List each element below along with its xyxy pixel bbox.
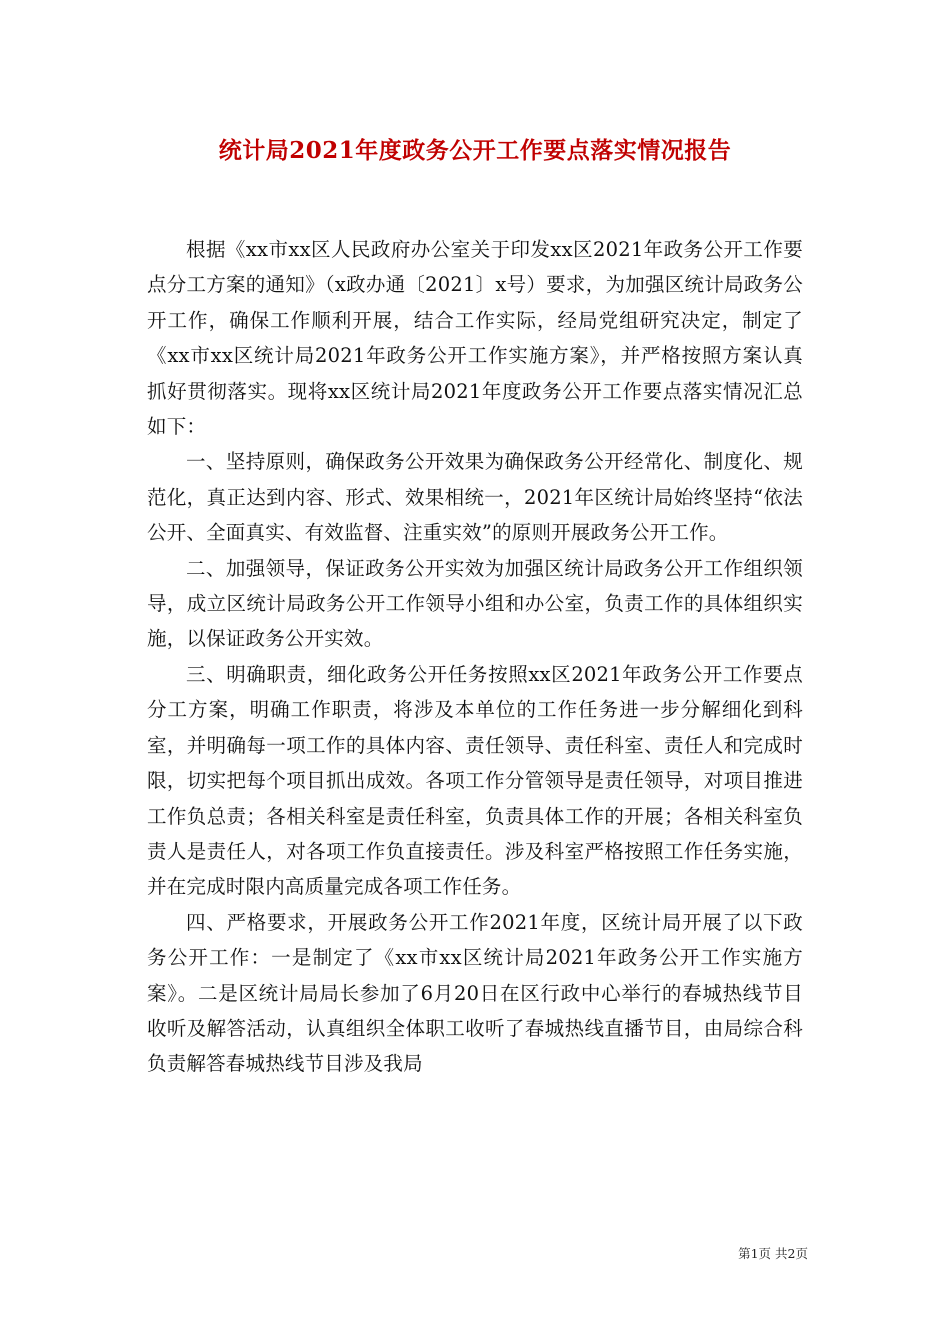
paragraph-intro: 根据《xx市xx区人民政府办公室关于印发xx区2021年政务公开工作要点分工方案的通知》（x政办通〔2021〕x号）要求，为加强区统计局政务公开工作，确保工作顺利开展，结合工作实际，经局党组研究决定，制定了《xx市xx区统计局2021年政务公开工作实施方案》，并严格按照方案认真抓好贯彻落实。现将xx区统计局2021年度政务公开工作要点落实情况汇总如下： (147, 238, 803, 439)
document-body (147, 232, 803, 1082)
paragraph-section-4: 四、严格要求，开展政务公开工作2021年度，区统计局开展了以下政务公开工作：一是制定了《xx市xx区统计局2021年政务公开工作实施方案》。二是区统计局局长参加了6月20日在区行政中心举行的春城热线节目收听及解答活动，认真组织全体职工收听了春城热线直播节目，由局综合科负责解答春城热线节目涉及我局 (147, 910, 803, 1076)
paragraph-section-3: 三、明确职责，细化政务公开任务按照xx区2021年政务公开工作要点分工方案，明确工作职责，将涉及本单位的工作任务进一步分解细化到科室，并明确每一项工作的具体内容、责任领导、责任科室、责任人和完成时限，切实把每个项目抓出成效。各项工作分管领导是责任领导，对项目推进工作负总责；各相关科室是责任科室，负责具体工作的开展；各相关科室负责人是责任人，对各项工作负直接责任。涉及科室严格按照工作任务实施，并在完成时限内高质量完成各项工作任务。 (147, 662, 803, 899)
page-number: 第1页 共2页 (738, 1246, 808, 1261)
paragraph-section-1: 一、坚持原则，确保政务公开效果为确保政务公开经常化、制度化、规范化，真正达到内容、形式、效果相统一，2021年区统计局始终坚持“依法公开、全面真实、有效监督、注重实效”的原则开展政务公开工作。 (147, 450, 803, 545)
paragraph-section-2: 二、加强领导，保证政务公开实效为加强区统计局政务公开工作组织领导，成立区统计局政务公开工作领导小组和办公室，负责工作的具体组织实施，以保证政务公开实效。 (147, 556, 803, 651)
document-title: 统计局2021年度政务公开工作要点落实情况报告 (218, 137, 732, 164)
